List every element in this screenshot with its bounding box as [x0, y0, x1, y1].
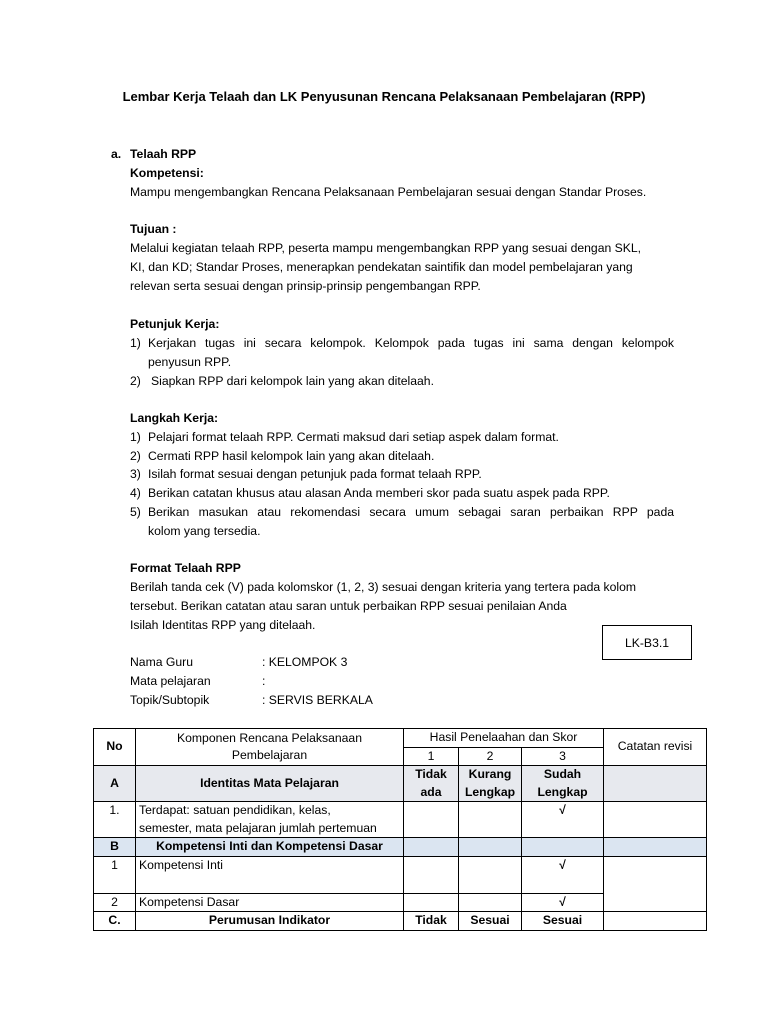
row-label-line: semester, mata pelajaran jumlah pertemuan: [139, 820, 377, 835]
row-label: Identitas Mata Pelajaran: [136, 766, 404, 802]
row-label: [136, 802, 404, 838]
identity-label: Nama Guru: [130, 655, 193, 669]
list-number: 3): [130, 467, 141, 481]
identity-value: :: [262, 674, 266, 688]
criteria-line: Tidak: [415, 767, 447, 781]
table-section-row: [94, 912, 707, 931]
header-no: No: [94, 729, 136, 766]
row-no: A: [94, 766, 136, 802]
score-cell: [459, 802, 522, 838]
identity-value: : SERVIS BERKALA: [262, 693, 373, 707]
row-no: C.: [94, 912, 136, 931]
criteria-line: Lengkap: [464, 784, 516, 799]
list-item: Berikan masukan atau rekomendasi secara umum sebagai saran perbaikan RPP pada: [148, 505, 674, 519]
row-label-line: Terdapat: satuan pendidikan, kelas,: [139, 803, 331, 817]
format-line: Berilah tanda cek (V) pada kolomskor (1, 2, 3) sesuai dengan kriteria yang tertera pada kolom: [130, 580, 637, 594]
section-heading: Telaah RPP: [130, 147, 197, 161]
lk-code-box: LK-B3.1: [602, 625, 692, 660]
check-mark: √: [522, 856, 604, 893]
list-number: 5): [130, 505, 141, 519]
score-criteria: [522, 766, 604, 802]
criteria-line: ada: [420, 784, 442, 799]
header-komponen: [136, 729, 404, 766]
criteria-line: Lengkap: [537, 784, 588, 799]
row-no: 1: [94, 856, 136, 893]
score-cell: [459, 893, 522, 912]
catatan-cell: [604, 802, 707, 838]
table-header-row: [94, 729, 707, 748]
row-no: 2: [94, 893, 136, 912]
row-label: Kompetensi Inti: [136, 856, 404, 893]
criteria-line: Kurang: [468, 767, 512, 781]
score-cell: [522, 838, 604, 857]
catatan-cell: [604, 838, 707, 857]
score-criteria: [459, 766, 522, 802]
format-line: tersebut. Berikan catatan atau saran untuk perbaikan RPP sesuai penilaian Anda: [130, 599, 567, 613]
list-item-continuation: kolom yang tersedia.: [148, 524, 261, 538]
score-cell: [404, 893, 459, 912]
kompetensi-label: Kompetensi:: [130, 166, 204, 180]
header-komponen-line: Pembelajaran: [231, 748, 308, 762]
catatan-cell: [604, 912, 707, 931]
tujuan-line: KI, dan KD; Standar Proses, menerapkan pendekatan saintifik dan model pembelajaran yang: [130, 260, 633, 274]
row-label: Kompetensi Dasar: [136, 893, 404, 912]
catatan-cell: [604, 856, 707, 912]
tujuan-line: Melalui kegiatan telaah RPP, peserta mampu mengembangkan RPP yang sesuai dengan SKL,: [130, 241, 642, 255]
list-number: 2): [130, 449, 141, 463]
score-cell: [459, 856, 522, 893]
table-section-row: [94, 838, 707, 857]
header-catatan: Catatan revisi: [604, 729, 707, 766]
langkah-label: Langkah Kerja:: [130, 411, 219, 425]
list-number: 1): [130, 430, 141, 444]
tujuan-line: relevan serta sesuai dengan prinsip-prinsip pengembangan RPP.: [130, 279, 481, 293]
score-cell: [459, 838, 522, 857]
row-label: Kompetensi Inti dan Kompetensi Dasar: [136, 838, 404, 857]
header-score: 2: [459, 747, 522, 766]
identity-label: Mata pelajaran: [130, 674, 211, 688]
list-item: Isilah format sesuai dengan petunjuk pada format telaah RPP.: [148, 467, 482, 481]
catatan-cell: [604, 766, 707, 802]
header-hasil: Hasil Penelaahan dan Skor: [404, 729, 604, 748]
list-item: Siapkan RPP dari kelompok lain yang akan ditelaah.: [151, 374, 434, 388]
table-row: [94, 802, 707, 838]
score-criteria: Sesuai: [522, 912, 604, 931]
table-row: [94, 856, 707, 893]
check-mark: √: [522, 802, 604, 838]
list-number: 2): [130, 374, 141, 388]
score-cell: [404, 838, 459, 857]
row-no: 1.: [94, 802, 136, 838]
petunjuk-label: Petunjuk Kerja:: [130, 317, 220, 331]
section-marker: a.: [111, 147, 122, 161]
page-title: Lembar Kerja Telaah dan LK Penyusunan Rencana Pelaksanaan Pembelajaran (RPP): [122, 89, 646, 104]
kompetensi-text: Mampu mengembangkan Rencana Pelaksanaan Pembelajaran sesuai dengan Standar Proses.: [130, 185, 647, 199]
row-label: Perumusan Indikator: [136, 912, 404, 931]
score-cell: [404, 802, 459, 838]
score-criteria: Tidak: [404, 912, 459, 931]
score-criteria: Sesuai: [459, 912, 522, 931]
header-score: 1: [404, 747, 459, 766]
telaah-table: [93, 728, 707, 931]
identity-value: : KELOMPOK 3: [262, 655, 348, 669]
header-score: 3: [522, 747, 604, 766]
table-section-row: [94, 766, 707, 802]
list-item: Cermati RPP hasil kelompok lain yang akan ditelaah.: [148, 449, 435, 463]
row-no: B: [94, 838, 136, 857]
list-item: Kerjakan tugas ini secara kelompok. Kelompok pada tugas ini sama dengan kelompok: [148, 336, 674, 350]
score-criteria: [404, 766, 459, 802]
list-number: 1): [130, 336, 141, 350]
identity-label: Topik/Subtopik: [130, 693, 210, 707]
format-line: Isilah Identitas RPP yang ditelaah.: [130, 618, 316, 632]
list-item: Pelajari format telaah RPP. Cermati maksud dari setiap aspek dalam format.: [148, 430, 559, 444]
score-cell: [404, 856, 459, 893]
format-label: Format Telaah RPP: [130, 561, 241, 575]
criteria-line: Sudah: [543, 767, 582, 781]
check-mark: √: [522, 893, 604, 912]
list-item: Berikan catatan khusus atau alasan Anda memberi skor pada suatu aspek pada RPP.: [148, 486, 610, 500]
list-item-continuation: penyusun RPP.: [148, 355, 232, 369]
header-komponen-line: Komponen Rencana Pelaksanaan: [177, 730, 362, 745]
tujuan-label: Tujuan :: [130, 222, 177, 236]
list-number: 4): [130, 486, 141, 500]
